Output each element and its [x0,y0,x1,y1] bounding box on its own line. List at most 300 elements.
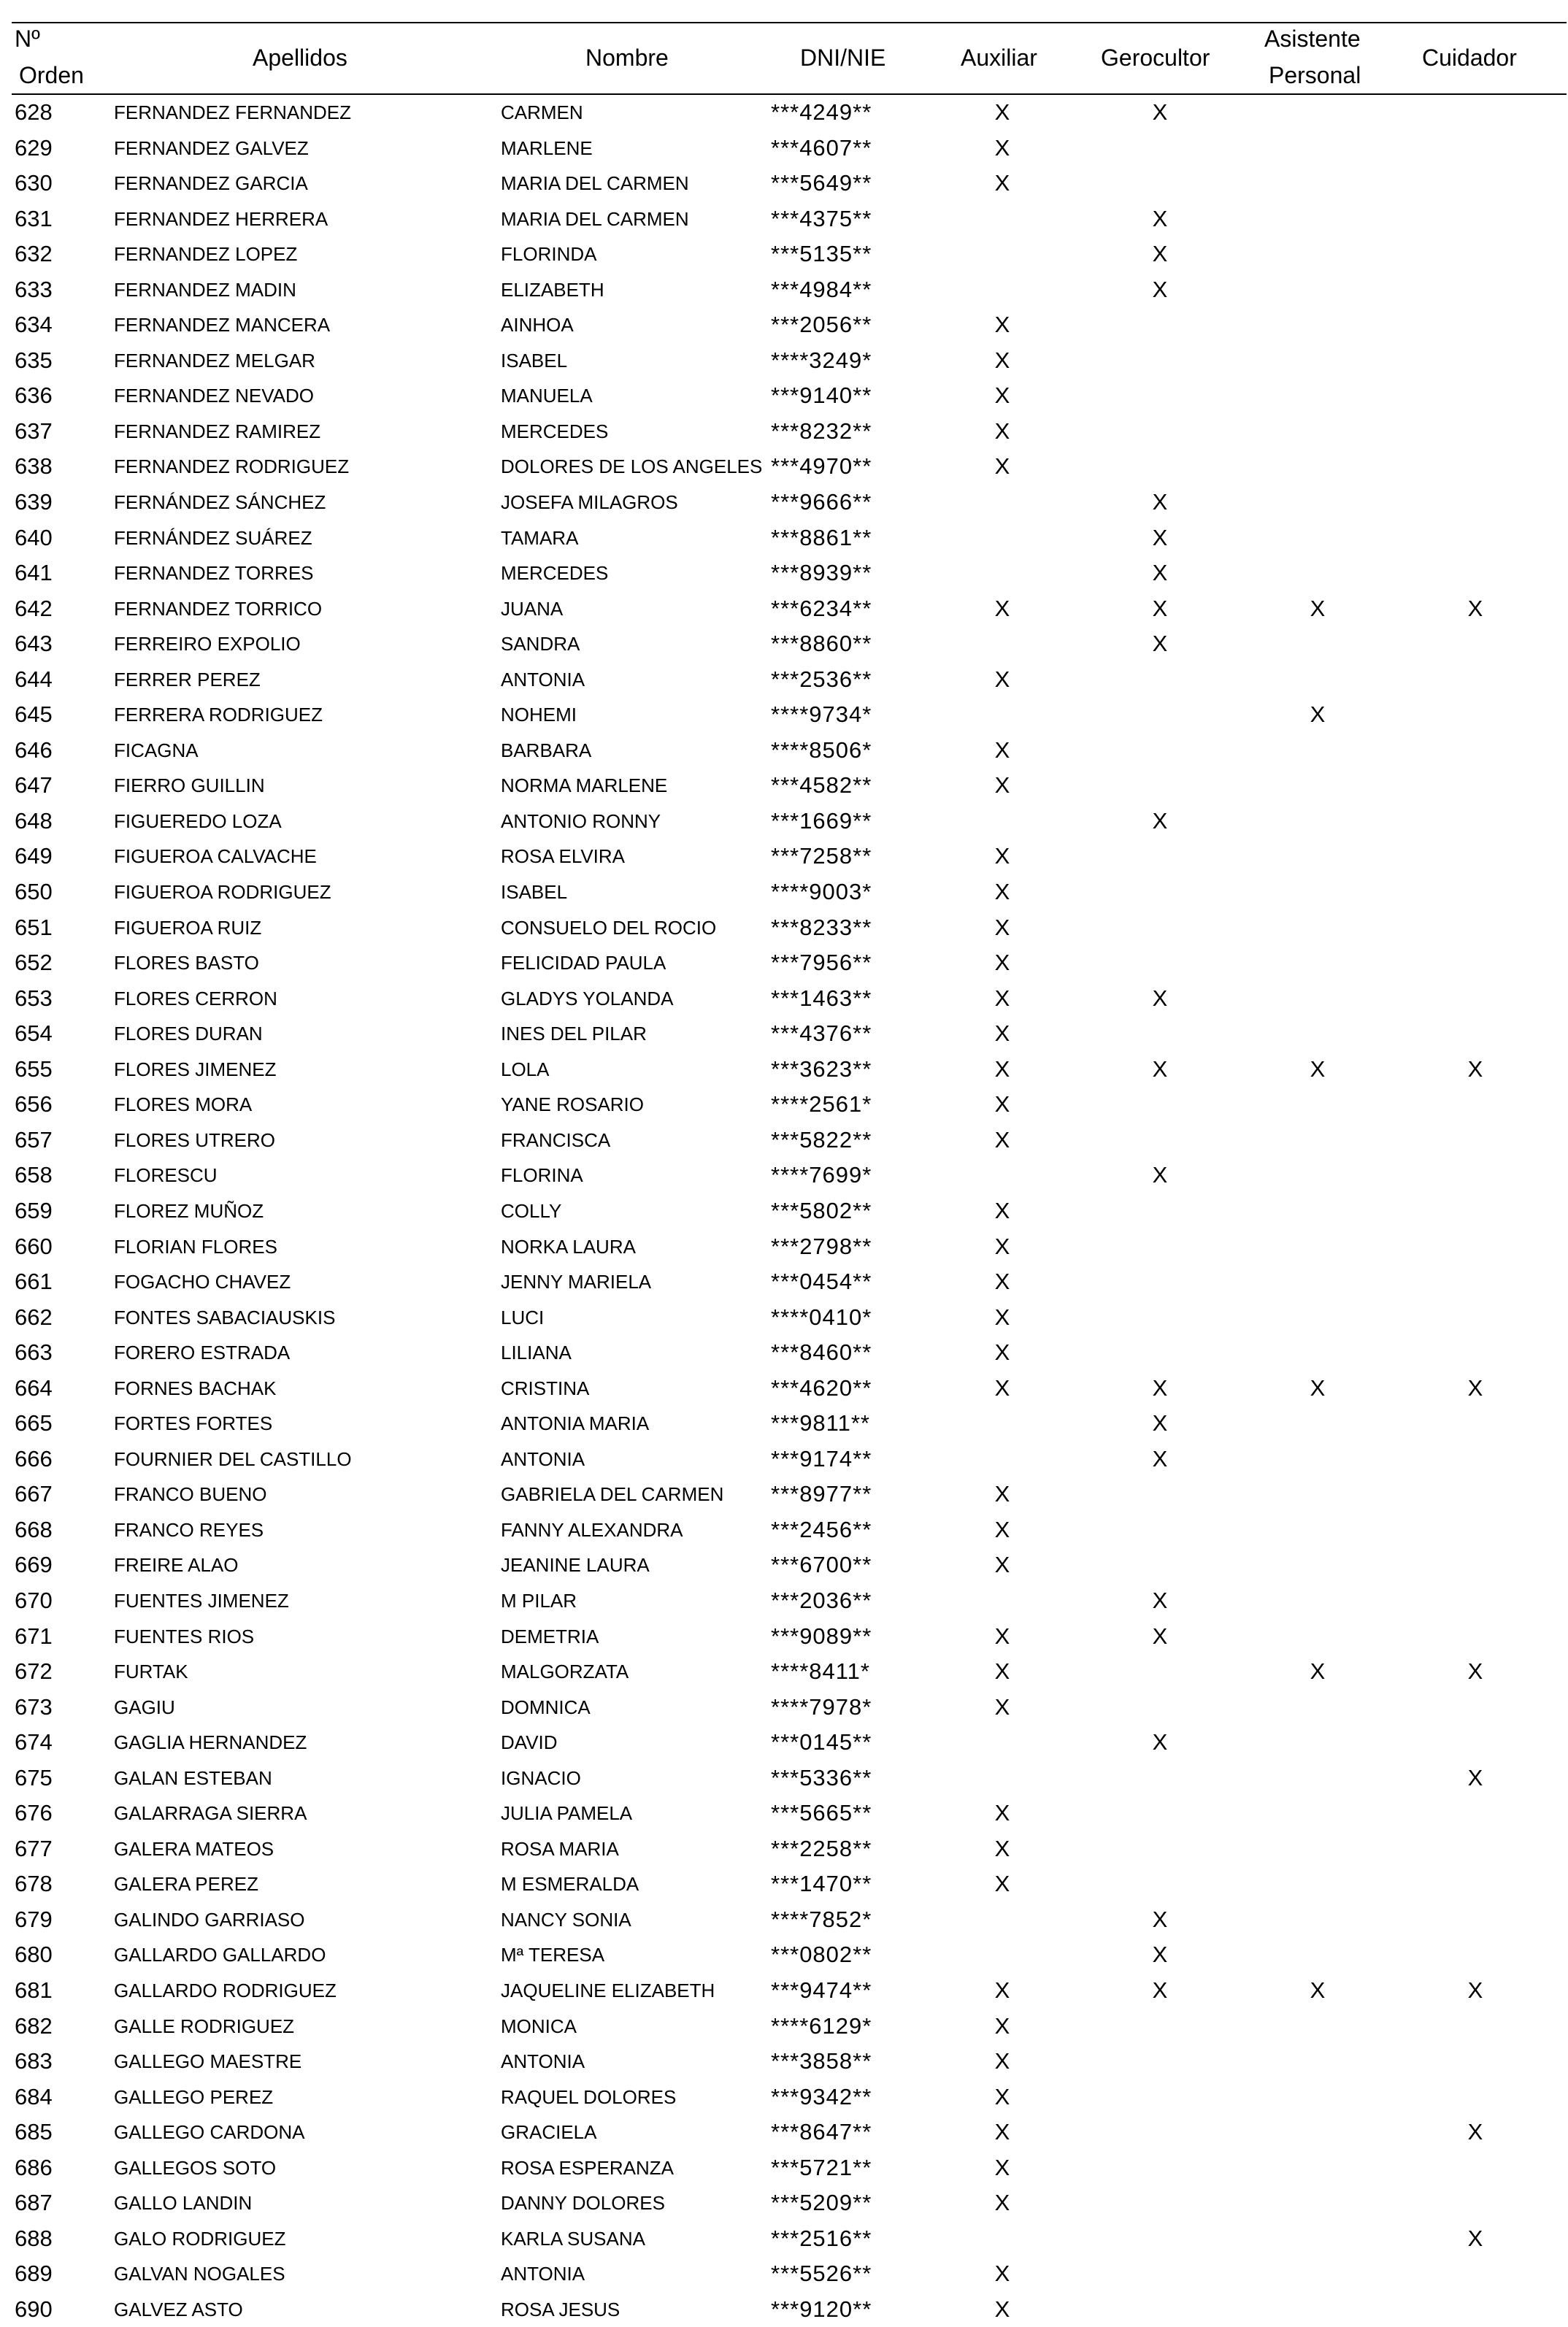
row-nombre: RAQUEL DOLORES [501,2085,677,2108]
row-nombre: JENNY MARIELA [501,1271,652,1293]
row-auxiliar-mark: X [994,1481,1010,1507]
row-dni: ****7699* [771,1162,872,1188]
row-nombre: CARMEN [501,101,583,123]
row-dni: ***5649** [771,170,872,196]
row-apellidos: FLORESCU [114,1164,218,1187]
row-apellidos: FLORES MORA [114,1093,253,1116]
row-dni: ***7956** [771,950,872,976]
row-auxiliar-mark: X [994,1020,1010,1047]
row-apellidos: FERNANDEZ MADIN [114,278,296,301]
row-auxiliar-mark: X [994,347,1010,373]
row-dni: ***1470** [771,1871,872,1897]
row-apellidos: GALO RODRIGUEZ [114,2227,286,2250]
row-apellidos: FLORES JIMENEZ [114,1058,277,1080]
row-apellidos: FERNÁNDEZ SUÁREZ [114,526,312,549]
row-apellidos: FERREIRO EXPOLIO [114,633,301,655]
row-gerocultor-mark: X [1152,1942,1168,1968]
row-nombre: Mª TERESA [501,1944,605,1966]
row-number: 641 [15,560,53,586]
row-cuidador-mark: X [1467,2225,1483,2251]
row-apellidos: GALARRAGA SIERRA [114,1802,307,1825]
row-dni: ***0802** [771,1942,872,1968]
row-number: 668 [15,1516,53,1542]
row-auxiliar-mark: X [994,2190,1010,2216]
row-nombre: ANTONIA [501,2263,585,2285]
row-dni: ***9174** [771,1445,872,1472]
listing-table [12,22,1567,2327]
row-dni: ***9811** [771,1410,870,1436]
row-dni: ****7978* [771,1693,872,1720]
table-row [12,1300,1567,1336]
row-nombre: GRACIELA [501,2121,597,2144]
row-number: 682 [15,2012,53,2039]
row-apellidos: FERNÁNDEZ SÁNCHEZ [114,491,326,514]
table-row [12,1654,1567,1690]
table-row [12,131,1567,166]
row-apellidos: FERNANDEZ GALVEZ [114,136,309,159]
header-apellidos: Apellidos [253,45,347,71]
table-row [12,733,1567,769]
row-gerocultor-mark: X [1152,595,1168,621]
row-number: 664 [15,1374,53,1401]
row-dni: ***7258** [771,843,872,869]
row-nombre: JUANA [501,597,564,620]
row-nombre: FLORINA [501,1164,583,1187]
row-number: 671 [15,1623,53,1649]
row-number: 648 [15,807,53,834]
row-number: 665 [15,1410,53,1436]
row-dni: ***9120** [771,2296,872,2322]
row-nombre: FLORINDA [501,243,597,266]
row-dni: ***9342** [771,2083,872,2109]
row-gerocultor-mark: X [1152,1977,1168,2003]
row-apellidos: GALLEGO CARDONA [114,2121,305,2144]
table-row [12,1123,1567,1158]
table-row [12,1406,1567,1442]
row-number: 640 [15,524,53,550]
row-auxiliar-mark: X [994,985,1010,1011]
row-number: 683 [15,2048,53,2074]
row-apellidos: FORTES FORTES [114,1412,273,1435]
table-row [12,1158,1567,1193]
table-row [12,839,1567,874]
table-row [12,2150,1567,2186]
table-row [12,166,1567,201]
row-dni: ***2258** [771,1835,872,1861]
row-cuidador-mark: X [1467,595,1483,621]
row-apellidos: FERNANDEZ MELGAR [114,349,315,372]
row-apellidos: FREIRE ALAO [114,1554,239,1577]
row-cuidador-mark: X [1467,1055,1483,1082]
row-gerocultor-mark: X [1152,1445,1168,1472]
row-auxiliar-mark: X [994,1835,1010,1861]
table-row [12,343,1567,379]
table-row [12,1547,1567,1583]
table-row [12,591,1567,627]
row-asistente-mark: X [1310,1658,1326,1685]
row-auxiliar-mark: X [994,134,1010,161]
row-dni: ***8232** [771,418,872,444]
row-nombre: IGNACIO [501,1766,581,1789]
row-number: 631 [15,205,53,231]
row-nombre: DOMNICA [501,1696,591,1718]
row-number: 675 [15,1764,53,1791]
row-apellidos: GAGIU [114,1696,175,1718]
table-row [12,804,1567,839]
row-number: 649 [15,843,53,869]
row-number: 629 [15,134,53,161]
row-auxiliar-mark: X [994,453,1010,480]
row-number: 689 [15,2261,53,2287]
row-auxiliar-mark: X [994,1339,1010,1366]
row-auxiliar-mark: X [994,1126,1010,1153]
table-row [12,697,1567,733]
row-dni: ****9734* [771,701,872,728]
row-gerocultor-mark: X [1152,560,1168,586]
row-gerocultor-mark: X [1152,205,1168,231]
row-dni: ****0410* [771,1304,872,1330]
row-number: 678 [15,1871,53,1897]
row-cuidador-mark: X [1467,1764,1483,1791]
row-number: 687 [15,2190,53,2216]
table-row [12,1442,1567,1477]
row-dni: ***2036** [771,1587,872,1613]
row-nombre: LOLA [501,1058,550,1080]
row-apellidos: FERNANDEZ FERNANDEZ [114,101,352,123]
row-nombre: YANE ROSARIO [501,1093,645,1116]
row-number: 673 [15,1693,53,1720]
row-nombre: DANNY DOLORES [501,2192,665,2215]
row-apellidos: GALAN ESTEBAN [114,1766,272,1789]
row-number: 638 [15,453,53,480]
row-apellidos: FLORES CERRON [114,987,277,1009]
row-auxiliar-mark: X [994,1552,1010,1578]
table-row [12,414,1567,450]
row-dni: ***9089** [771,1623,872,1649]
row-gerocultor-mark: X [1152,524,1168,550]
row-number: 656 [15,1091,53,1118]
row-dni: ****8506* [771,736,872,763]
row-apellidos: FOURNIER DEL CASTILLO [114,1447,352,1470]
row-apellidos: FERNANDEZ NEVADO [114,385,314,407]
table-row [12,1902,1567,1938]
row-apellidos: GALLEGOS SOTO [114,2156,277,2179]
row-dni: ***8939** [771,560,872,586]
row-nombre: GABRIELA DEL CARMEN [501,1483,724,1506]
row-asistente-mark: X [1310,595,1326,621]
row-dni: ***0454** [771,1269,872,1295]
row-nombre: ROSA ESPERANZA [501,2156,674,2179]
row-auxiliar-mark: X [994,2119,1010,2145]
table-row [12,2080,1567,2115]
row-dni: ***5336** [771,1764,872,1791]
row-apellidos: GALVEZ ASTO [114,2298,243,2320]
row-gerocultor-mark: X [1152,241,1168,267]
row-dni: ***8977** [771,1481,872,1507]
row-dni: ***3623** [771,1055,872,1082]
row-number: 672 [15,1658,53,1685]
row-gerocultor-mark: X [1152,1374,1168,1401]
row-dni: ***4375** [771,205,872,231]
table-row [12,1371,1567,1407]
row-dni: ***2456** [771,1516,872,1542]
row-apellidos: FRANCO REYES [114,1518,264,1541]
row-auxiliar-mark: X [994,879,1010,905]
row-apellidos: FERNANDEZ RAMIREZ [114,420,321,442]
table-row [12,2009,1567,2045]
row-dni: ****3249* [771,347,872,373]
table-row [12,1052,1567,1088]
row-dni: ****9003* [771,879,872,905]
row-number: 670 [15,1587,53,1613]
row-dni: ***8460** [771,1339,872,1366]
row-cuidador-mark: X [1467,1977,1483,2003]
row-apellidos: GALLEGO PEREZ [114,2085,274,2108]
row-nombre: DAVID [501,1731,558,1754]
table-body [12,95,1567,2327]
row-apellidos: FIGUEREDO LOZA [114,809,282,832]
row-number: 669 [15,1552,53,1578]
row-asistente-mark: X [1310,701,1326,728]
row-dni: ***5135** [771,241,872,267]
row-auxiliar-mark: X [994,1374,1010,1401]
table-row [12,485,1567,520]
table-row [12,449,1567,485]
row-dni: ***6234** [771,595,872,621]
row-dni: ***4620** [771,1374,872,1401]
row-apellidos: FERNANDEZ HERRERA [114,207,328,230]
row-dni: ***5721** [771,2154,872,2180]
row-asistente-mark: X [1310,1977,1326,2003]
row-number: 663 [15,1339,53,1366]
row-apellidos: FERRER PEREZ [114,668,261,691]
row-gerocultor-mark: X [1152,1410,1168,1436]
row-nombre: ANTONIA [501,2050,585,2073]
row-gerocultor-mark: X [1152,1623,1168,1649]
row-number: 660 [15,1233,53,1259]
row-nombre: DOLORES DE LOS ANGELES [501,455,763,478]
row-auxiliar-mark: X [994,1516,1010,1542]
header-asistente-line1: Asistente [1264,26,1361,52]
row-apellidos: GALLO LANDIN [114,2192,253,2215]
row-nombre: COLLY [501,1199,562,1222]
row-nombre: ANTONIA MARIA [501,1412,650,1435]
row-dni: ***5665** [771,1800,872,1826]
row-gerocultor-mark: X [1152,276,1168,302]
row-dni: ***4984** [771,276,872,302]
row-apellidos: FICAGNA [114,739,199,761]
row-gerocultor-mark: X [1152,1906,1168,1932]
row-dni: ****2561* [771,1091,872,1118]
row-apellidos: FLORES BASTO [114,952,259,974]
row-nombre: JOSEFA MILAGROS [501,491,678,514]
row-auxiliar-mark: X [994,2261,1010,2287]
row-nombre: NORKA LAURA [501,1235,636,1258]
row-auxiliar-mark: X [994,1233,1010,1259]
row-auxiliar-mark: X [994,2154,1010,2180]
table-row [12,555,1567,591]
row-dni: ***3858** [771,2048,872,2074]
row-number: 630 [15,170,53,196]
row-nombre: KARLA SUSANA [501,2227,645,2250]
row-number: 684 [15,2083,53,2109]
row-number: 644 [15,666,53,692]
row-number: 679 [15,1906,53,1932]
row-gerocultor-mark: X [1152,1587,1168,1613]
row-nombre: GLADYS YOLANDA [501,987,674,1009]
row-dni: ***8861** [771,524,872,550]
row-nombre: CRISTINA [501,1377,590,1399]
row-gerocultor-mark: X [1152,807,1168,834]
row-dni: ***5526** [771,2261,872,2287]
header-asistente-line2: Personal [1269,62,1361,88]
table-row [12,1619,1567,1655]
row-nombre: ISABEL [501,881,568,904]
row-number: 635 [15,347,53,373]
row-nombre: NOHEMI [501,704,577,726]
row-nombre: MERCEDES [501,562,609,585]
row-apellidos: GALLE RODRIGUEZ [114,2015,295,2037]
row-nombre: ELIZABETH [501,278,604,301]
table-row [12,1087,1567,1123]
row-auxiliar-mark: X [994,1091,1010,1118]
row-auxiliar-mark: X [994,1800,1010,1826]
row-nombre: MANUELA [501,385,593,407]
row-apellidos: FERRERA RODRIGUEZ [114,704,323,726]
row-dni: ***5822** [771,1126,872,1153]
row-dni: ***4607** [771,134,872,161]
row-nombre: AINHOA [501,314,574,336]
row-nombre: ANTONIO RONNY [501,809,661,832]
row-cuidador-mark: X [1467,1374,1483,1401]
row-apellidos: GALERA PEREZ [114,1873,258,1896]
row-dni: ****8411* [771,1658,870,1685]
row-dni: ***4376** [771,1020,872,1047]
row-auxiliar-mark: X [994,1197,1010,1223]
table-row [12,2115,1567,2150]
row-dni: ***5209** [771,2190,872,2216]
row-apellidos: FOGACHO CHAVEZ [114,1271,291,1293]
table-row [12,1016,1567,1052]
table-row [12,1725,1567,1761]
row-apellidos: FERNANDEZ RODRIGUEZ [114,455,350,478]
table-row [12,1583,1567,1619]
row-nombre: FANNY ALEXANDRA [501,1518,683,1541]
row-number: 654 [15,1020,53,1047]
row-apellidos: FIGUEROA RUIZ [114,916,262,939]
row-apellidos: FERNANDEZ TORRES [114,562,314,585]
row-auxiliar-mark: X [994,950,1010,976]
table-row [12,1690,1567,1726]
row-apellidos: GALLARDO RODRIGUEZ [114,1979,337,2001]
row-dni: ****7852* [771,1906,872,1932]
row-number: 647 [15,772,53,799]
row-dni: ***4970** [771,453,872,480]
row-gerocultor-mark: X [1152,1162,1168,1188]
row-apellidos: FIGUEROA RODRIGUEZ [114,881,331,904]
table-row [12,1973,1567,2009]
row-dni: ***2056** [771,312,872,338]
row-cuidador-mark: X [1467,2119,1483,2145]
row-apellidos: GALERA MATEOS [114,1837,274,1860]
row-auxiliar-mark: X [994,666,1010,692]
row-auxiliar-mark: X [994,2048,1010,2074]
row-auxiliar-mark: X [994,382,1010,409]
row-number: 666 [15,1445,53,1472]
row-auxiliar-mark: X [994,1693,1010,1720]
table-row [12,1761,1567,1796]
table-row [12,1866,1567,1902]
row-dni: ***4249** [771,99,872,125]
row-dni: ***9666** [771,489,872,515]
row-number: 633 [15,276,53,302]
row-dni: ***1669** [771,807,872,834]
row-number: 651 [15,914,53,940]
row-number: 628 [15,99,53,125]
row-gerocultor-mark: X [1152,1055,1168,1082]
row-apellidos: FURTAK [114,1661,188,1683]
row-auxiliar-mark: X [994,2296,1010,2322]
row-auxiliar-mark: X [994,1055,1010,1082]
row-number: 680 [15,1942,53,1968]
row-gerocultor-mark: X [1152,99,1168,125]
row-dni: ***4582** [771,772,872,799]
row-number: 658 [15,1162,53,1188]
table-row [12,1477,1567,1512]
row-nombre: ANTONIA [501,668,585,691]
row-auxiliar-mark: X [994,1304,1010,1330]
row-nombre: M PILAR [501,1589,577,1612]
table-row [12,1193,1567,1229]
header-orden-line2: Orden [19,62,84,88]
row-nombre: ROSA ELVIRA [501,845,626,868]
row-nombre: JULIA PAMELA [501,1802,633,1825]
row-apellidos: FLORIAN FLORES [114,1235,277,1258]
row-apellidos: FUENTES JIMENEZ [114,1589,289,1612]
row-apellidos: FERNANDEZ GARCIA [114,172,308,195]
row-apellidos: GALINDO GARRIASO [114,1908,305,1931]
table-row [12,307,1567,343]
row-auxiliar-mark: X [994,772,1010,799]
header-auxiliar: Auxiliar [961,45,1037,71]
row-apellidos: FRANCO BUENO [114,1483,267,1506]
row-apellidos: FLOREZ MUÑOZ [114,1199,264,1222]
row-apellidos: FUENTES RIOS [114,1625,255,1647]
row-apellidos: FONTES SABACIAUSKIS [114,1306,336,1328]
row-number: 667 [15,1481,53,1507]
row-number: 632 [15,241,53,267]
row-dni: ***8647** [771,2119,872,2145]
row-auxiliar-mark: X [994,312,1010,338]
row-apellidos: GALLEGO MAESTRE [114,2050,302,2073]
table-row [12,1229,1567,1265]
row-nombre: LUCI [501,1306,545,1328]
row-number: 681 [15,1977,53,2003]
table-row [12,2256,1567,2292]
row-nombre: JAQUELINE ELIZABETH [501,1979,715,2001]
row-nombre: FRANCISCA [501,1128,611,1151]
row-asistente-mark: X [1310,1055,1326,1082]
row-number: 652 [15,950,53,976]
row-nombre: ROSA JESUS [501,2298,620,2320]
row-number: 674 [15,1729,53,1755]
row-apellidos: FERNANDEZ MANCERA [114,314,331,336]
header-orden-line1: Nº [15,26,40,52]
row-dni: ***2516** [771,2225,872,2251]
row-number: 650 [15,879,53,905]
row-dni: ****6129* [771,2012,872,2039]
row-auxiliar-mark: X [994,1871,1010,1897]
